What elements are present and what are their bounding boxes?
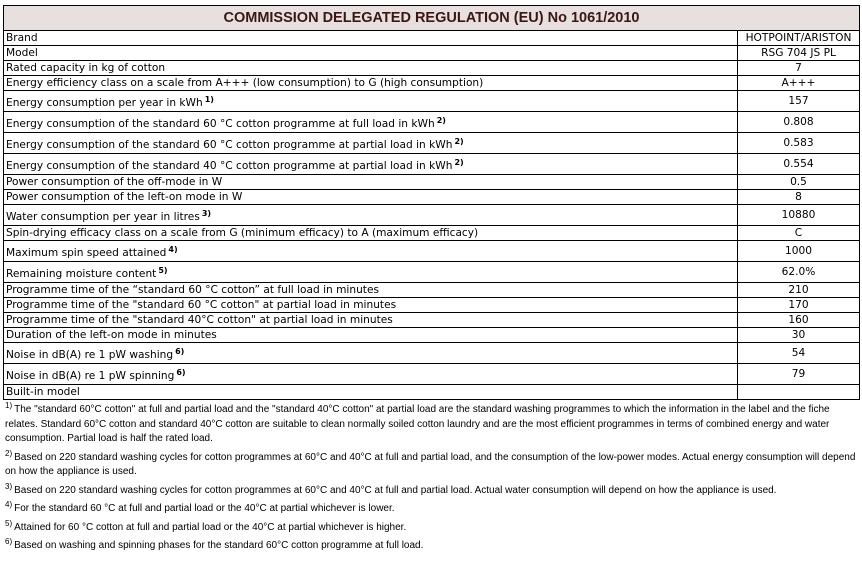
footnote-text: For the standard 60 °C at full and partial load or the 40°C at partial whichever is lower. bbox=[14, 503, 395, 514]
row-label-cell bbox=[4, 46, 738, 61]
row-label-cell bbox=[4, 91, 738, 112]
footnotes bbox=[3, 403, 859, 554]
row-label-cell bbox=[4, 226, 738, 241]
row-value bbox=[738, 385, 860, 400]
row-label-cell bbox=[4, 112, 738, 133]
footnote-ref: 2) bbox=[454, 158, 464, 167]
table-title: COMMISSION DELEGATED REGULATION (EU) No 1061/2010 bbox=[4, 6, 860, 31]
row-label: Noise in dB(A) re 1 pW spinning bbox=[6, 370, 175, 382]
row-value: 170 bbox=[738, 298, 860, 313]
product-fiche bbox=[3, 5, 859, 558]
row-label-cell bbox=[4, 313, 738, 328]
row-label: Remaining moisture content bbox=[6, 268, 157, 280]
footnote-ref: 2) bbox=[454, 137, 464, 146]
table-row bbox=[4, 112, 860, 133]
table-row bbox=[4, 190, 860, 205]
row-label: Rated capacity in kg of cotton bbox=[6, 62, 166, 74]
row-label: Energy consumption of the standard 40 °C cotton programme at partial load in kWh bbox=[6, 160, 453, 172]
footnote-mark: 2) bbox=[5, 448, 13, 458]
row-value: C bbox=[738, 226, 860, 241]
table-row bbox=[4, 76, 860, 91]
row-label: Programme time of the “standard 60 °C cotton” at full load in minutes bbox=[6, 284, 379, 296]
row-label-cell bbox=[4, 343, 738, 364]
table-row bbox=[4, 241, 860, 262]
table-row bbox=[4, 61, 860, 76]
footnote-mark: 6) bbox=[5, 537, 13, 546]
row-label: Power consumption of the off-mode in W bbox=[6, 176, 223, 188]
row-label-cell bbox=[4, 154, 738, 175]
footnote bbox=[5, 481, 859, 499]
table-row bbox=[4, 364, 860, 385]
row-label: Power consumption of the left-on mode in W bbox=[6, 191, 243, 203]
row-label-cell bbox=[4, 31, 738, 46]
regulation-table bbox=[3, 5, 860, 400]
row-label: Maximum spin speed attained bbox=[6, 247, 167, 259]
row-value: HOTPOINT/ARISTON bbox=[738, 31, 860, 46]
row-value: 0.5 bbox=[738, 175, 860, 190]
row-value: 62.0% bbox=[738, 262, 860, 283]
row-label: Energy consumption of the standard 60 °C cotton programme at partial load in kWh bbox=[6, 139, 453, 151]
row-value: RSG 704 JS PL bbox=[738, 46, 860, 61]
row-label-cell bbox=[4, 328, 738, 343]
footnote bbox=[5, 502, 859, 517]
table-title-row bbox=[4, 6, 860, 31]
footnote-mark: 4) bbox=[5, 500, 13, 509]
table-row bbox=[4, 226, 860, 241]
table-row bbox=[4, 133, 860, 154]
row-label-cell bbox=[4, 175, 738, 190]
row-value: 7 bbox=[738, 61, 860, 76]
footnote-text: Attained for 60 °C cotton at full and partial load or the 40°C at partial whichever is higher. bbox=[14, 521, 407, 533]
footnote bbox=[5, 518, 859, 536]
row-label-cell bbox=[4, 283, 738, 298]
row-label-cell bbox=[4, 133, 738, 154]
row-label-cell bbox=[4, 76, 738, 91]
footnote bbox=[5, 403, 859, 447]
row-label: Energy consumption per year in kWh bbox=[6, 97, 203, 109]
row-label: Energy efficiency class on a scale from A+++ (low consumption) to G (high consumption) bbox=[6, 77, 484, 89]
footnote-mark: 1) bbox=[5, 401, 13, 410]
row-label-cell bbox=[4, 364, 738, 385]
row-label: Energy consumption of the standard 60 °C cotton programme at full load in kWh bbox=[6, 118, 435, 130]
row-value: 54 bbox=[738, 343, 860, 364]
row-label: Water consumption per year in litres bbox=[6, 211, 200, 223]
table-row bbox=[4, 385, 860, 400]
row-value: 30 bbox=[738, 328, 860, 343]
table-row bbox=[4, 205, 860, 226]
footnote-ref: 6) bbox=[175, 347, 185, 356]
row-label-cell bbox=[4, 205, 738, 226]
table-row bbox=[4, 91, 860, 112]
row-value: 10880 bbox=[738, 205, 860, 226]
table-row bbox=[4, 46, 860, 61]
row-label: Duration of the left-on mode in minutes bbox=[6, 329, 217, 341]
row-label: Programme time of the "standard 60 °C cotton" at partial load in minutes bbox=[6, 299, 397, 311]
row-label: Built-in model bbox=[6, 386, 80, 398]
table-row bbox=[4, 343, 860, 364]
table-row bbox=[4, 313, 860, 328]
row-label-cell bbox=[4, 241, 738, 262]
table-row bbox=[4, 328, 860, 343]
table-row bbox=[4, 154, 860, 175]
row-label: Programme time of the "standard 40°C cotton" at partial load in minutes bbox=[6, 314, 393, 326]
row-label: Brand bbox=[6, 32, 38, 44]
footnote-ref: 4) bbox=[168, 245, 178, 254]
footnote bbox=[5, 539, 859, 554]
row-label: Model bbox=[6, 47, 38, 59]
row-label-cell bbox=[4, 190, 738, 205]
footnote-ref: 2) bbox=[436, 116, 446, 125]
footnote-ref: 6) bbox=[176, 368, 186, 377]
table-row bbox=[4, 175, 860, 190]
row-label-cell bbox=[4, 262, 738, 283]
row-label: Noise in dB(A) re 1 pW washing bbox=[6, 349, 174, 361]
row-value: 79 bbox=[738, 364, 860, 385]
row-value: 0.808 bbox=[738, 112, 860, 133]
footnote-text: The "standard 60°C cotton" at full and partial load and the "standard 40°C cotton" at partial load are the standard washing programmes to which the information in the label and the fiche relates. Standard 60°C cotton and standard 40°C cotton are suitable to clean normally soiled cotton laundry and are the most efficient programmes in terms of combined energy and water consumption. Partial load is half the rated load. bbox=[5, 404, 830, 444]
footnote-ref: 5) bbox=[158, 266, 168, 275]
footnote-ref: 1) bbox=[204, 95, 214, 104]
row-value: A+++ bbox=[738, 76, 860, 91]
row-label-cell bbox=[4, 385, 738, 400]
footnote-mark: 3) bbox=[5, 481, 13, 491]
footnote-text: Based on washing and spinning phases for the standard 60°C cotton programme at full load. bbox=[14, 540, 424, 551]
footnote-text: Based on 220 standard washing cycles for cotton programmes at 60°C and 40°C at full and partial load. Actual water consumption will depend on how the appliance is used. bbox=[14, 484, 777, 496]
row-value: 210 bbox=[738, 283, 860, 298]
table-row bbox=[4, 262, 860, 283]
row-value: 0.583 bbox=[738, 133, 860, 154]
table-row bbox=[4, 283, 860, 298]
row-label-cell bbox=[4, 298, 738, 313]
footnote-ref: 3) bbox=[201, 209, 212, 218]
row-value: 160 bbox=[738, 313, 860, 328]
row-value: 0.554 bbox=[738, 154, 860, 175]
footnote-text: Based on 220 standard washing cycles for cotton programmes at 60°C and 40°C at full and partial load, and the consumption of the low-power modes. Actual energy consumption will depend on how the appliance is used. bbox=[5, 451, 856, 477]
row-label-cell bbox=[4, 61, 738, 76]
row-label: Spin-drying efficacy class on a scale from G (minimum efficacy) to A (maximum efficacy) bbox=[6, 227, 479, 239]
table-row bbox=[4, 31, 860, 46]
footnote bbox=[5, 448, 859, 480]
row-value: 157 bbox=[738, 91, 860, 112]
table-row bbox=[4, 298, 860, 313]
row-value: 1000 bbox=[738, 241, 860, 262]
row-value: 8 bbox=[738, 190, 860, 205]
footnote-mark: 5) bbox=[5, 518, 13, 528]
